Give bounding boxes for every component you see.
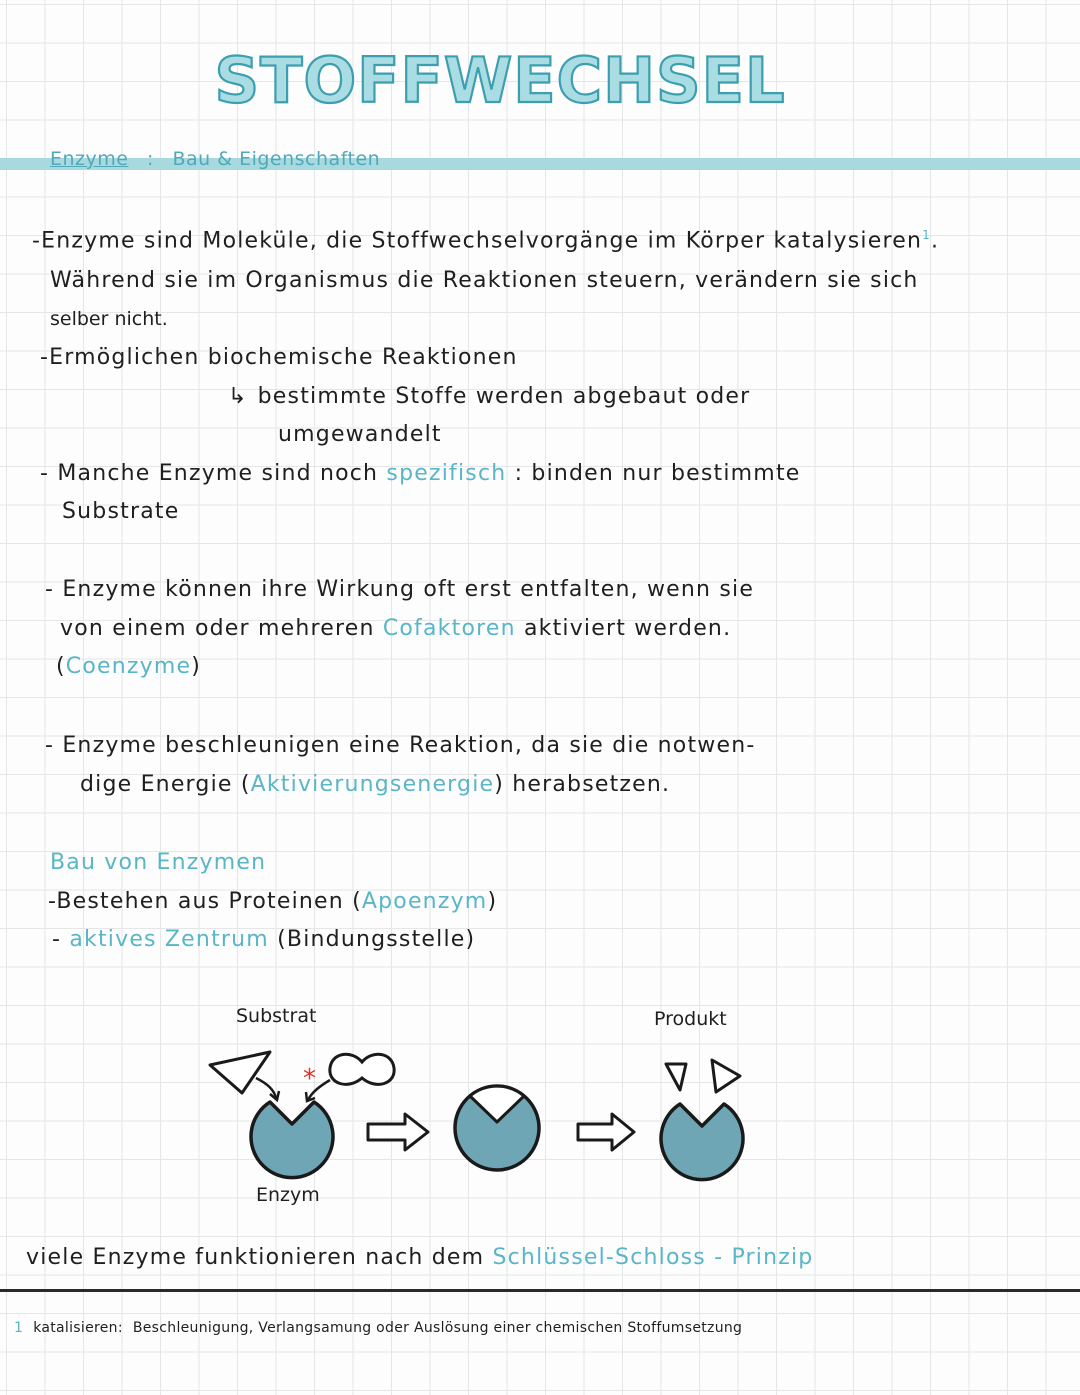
label-substrat: Substrat (236, 1005, 317, 1027)
mismatch-mark: * (303, 1064, 316, 1094)
term-aktivierungsenergie: Aktivierungsenergie (250, 772, 495, 797)
para5-line1: - Enzyme beschleunigen eine Reaktion, da sie die notwen- (45, 733, 756, 758)
term-cofaktoren: Cofaktoren (382, 616, 516, 641)
footnote-text: Beschleunigung, Verlangsamung oder Auslösung einer chemischen Stoffumsetzung (132, 1320, 743, 1336)
para2-line1: -Ermöglichen biochemische Reaktionen (40, 345, 518, 370)
para4-line2: von einem oder mehreren Cofaktoren aktiviert werden. (60, 616, 732, 641)
label-produkt: Produkt (654, 1008, 727, 1030)
term-schluessel-schloss: Schlüssel-Schloss - Prinzip (492, 1245, 814, 1270)
product-left (666, 1064, 686, 1090)
bau-heading: Bau von Enzymen (50, 850, 267, 875)
page-title: STOFFWECHSEL (214, 44, 786, 117)
principle-line: viele Enzyme funktionieren nach dem Schlüssel-Schloss - Prinzip (26, 1245, 814, 1270)
label-enzym: Enzym (256, 1184, 320, 1206)
para1-line1: -Enzyme sind Moleküle, die Stoffwechselvorgänge im Körper katalysieren$^1$. (32, 228, 940, 254)
header-subtopic: Bau & Eigenschaften (172, 148, 381, 170)
para2-line3: umgewandelt (278, 422, 442, 447)
footnote-divider (0, 1289, 1080, 1292)
header-topic: Enzyme (50, 148, 129, 170)
footnote (14, 1320, 742, 1336)
footnote-term: katalisieren: (33, 1320, 123, 1336)
footnote-number: 1 (14, 1320, 24, 1336)
reaction-arrow-1 (368, 1114, 428, 1150)
product-right (712, 1060, 740, 1092)
arrow-return-icon: ↳ (228, 384, 248, 409)
para4-line3: (Coenzyme) (56, 654, 202, 679)
para3-line2: Substrate (62, 499, 180, 524)
substrate-nonfit (330, 1054, 394, 1084)
term-apoenzym: Apoenzym (361, 889, 488, 914)
para5-line2: dige Energie (Aktivierungsenergie) herabsetzen. (80, 772, 671, 797)
term-aktives-zentrum: aktives Zentrum (69, 927, 269, 952)
header-separator: : (147, 148, 154, 170)
bau-line2: - aktives Zentrum (Bindungsstelle) (52, 927, 476, 952)
enzyme-2 (661, 1104, 743, 1180)
reaction-arrow-2 (578, 1114, 634, 1150)
para1-line2: Während sie im Organismus die Reaktionen steuern, verändern sie sich (50, 268, 919, 293)
term-coenzyme: Coenzyme (65, 654, 192, 679)
footnote-marker: 1 (922, 228, 931, 242)
para1-line3: selber nicht. (50, 308, 168, 330)
arrow-nonfit-icon (308, 1080, 330, 1100)
para2-line2: ↳ bestimmte Stoffe werden abgebaut oder (228, 384, 751, 409)
enzyme-1 (251, 1102, 333, 1178)
substrate-wedge (210, 1052, 270, 1093)
bau-line1: -Bestehen aus Proteinen (Apoenzym) (48, 889, 498, 914)
para4-line1: - Enzyme können ihre Wirkung oft erst entfalten, wenn sie (45, 577, 755, 602)
para3-line1: - Manche Enzyme sind noch spezifisch : binden nur bestimmte (40, 461, 801, 486)
term-spezifisch: spezifisch (386, 461, 507, 486)
